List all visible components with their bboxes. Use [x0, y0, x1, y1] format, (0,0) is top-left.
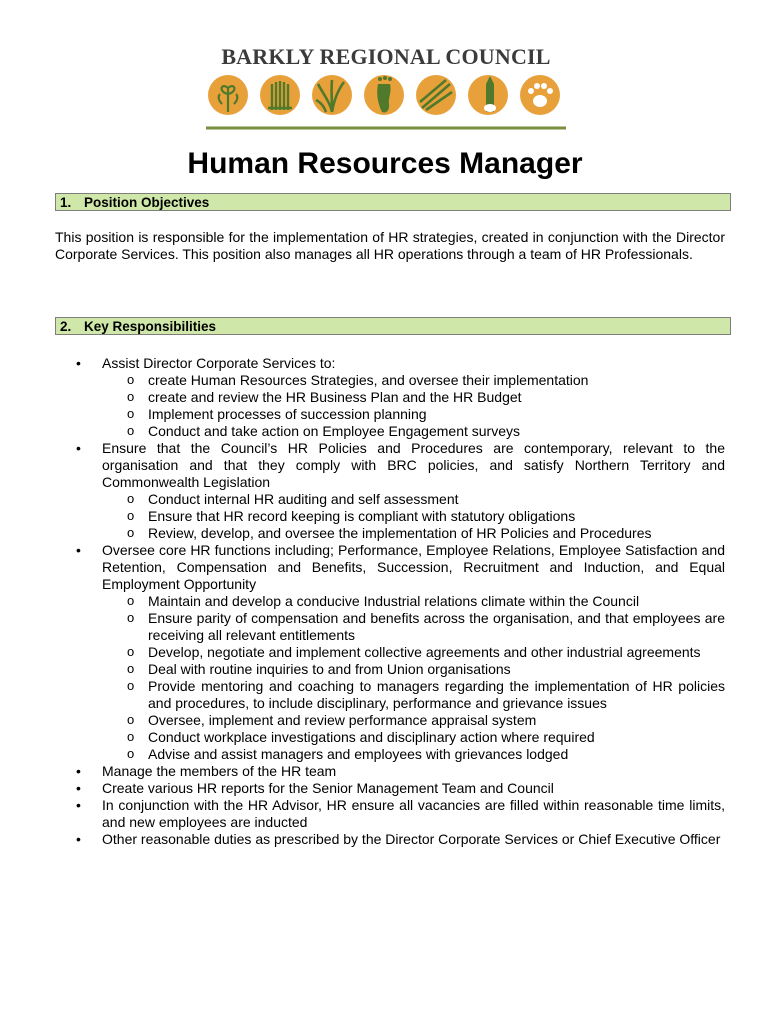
position-objectives-text: This position is responsible for the implementation of HR strategies, created in conjunction with the Director Corporate Services. This position also manages all HR operations through a team of HR Professionals.: [55, 229, 725, 263]
sub-list-item: o Ensure that HR record keeping is compliant with statutory obligations: [102, 508, 725, 525]
list-item-text: In conjunction with the HR Advisor, HR ensure all vacancies are filled within reasonable time limits, and new employees are inducted: [102, 797, 725, 830]
sub-list-item: o Maintain and develop a conducive Industrial relations climate within the Council: [102, 593, 725, 610]
flower-icon: [208, 75, 248, 115]
section-number: 2.: [60, 319, 72, 334]
sub-list-item: o Oversee, implement and review performance appraisal system: [102, 712, 725, 729]
list-item: [55, 763, 725, 780]
sub-list-item: o Implement processes of succession planning: [102, 406, 725, 423]
list-item-text: Assist Director Corporate Services to:: [102, 355, 336, 371]
grass-icon: [312, 75, 352, 115]
section-title: Key Responsibilities: [84, 319, 217, 334]
list-item-text: Ensure that the Council’s HR Policies and Procedures are contemporary, relevant to the organisation and that they comply with BRC policies, and satisfy Northern Territory and Commonwealth Legislation: [102, 440, 725, 490]
sub-list-item: o Develop, negotiate and implement collective agreements and other industrial agreements: [102, 644, 725, 661]
sub-list-item: o Provide mentoring and coaching to managers regarding the implementation of HR policies and procedures, to include disciplinary, performance and grievance issues: [102, 678, 725, 712]
paw-print-icon: [520, 75, 560, 115]
list-item-text: Oversee core HR functions including; Performance, Employee Relations, Employee Satisfaction and Retention, Compensation and Benefits, Succession, Recruitment and Induction, and Equal Employment Opportunity: [102, 542, 725, 592]
list-item: [55, 355, 725, 440]
logo-emblem: [206, 70, 566, 132]
list-item: [55, 797, 725, 831]
section-title: Position Objectives: [84, 195, 210, 210]
spear-icon: [468, 75, 508, 115]
sub-list: [102, 491, 725, 542]
sub-list: [102, 372, 725, 440]
list-item: [55, 780, 725, 797]
list-item: [55, 831, 725, 848]
sub-list-item: o Conduct internal HR auditing and self assessment: [102, 491, 725, 508]
sub-list-item: o Conduct workplace investigations and disciplinary action where required: [102, 729, 725, 746]
reeds-icon: [260, 75, 300, 115]
council-logo: [206, 44, 566, 132]
list-item-text: Manage the members of the HR team: [102, 763, 337, 779]
sub-list-item: o Conduct and take action on Employee Engagement surveys: [102, 423, 725, 440]
sub-list-item: o Review, develop, and oversee the implementation of HR Policies and Procedures: [102, 525, 725, 542]
wheat-icon: [416, 75, 456, 115]
logo-org-name: BARKLY REGIONAL COUNCIL: [221, 44, 551, 69]
sub-list: [102, 593, 725, 763]
list-item-text: Create various HR reports for the Senior Management Team and Council: [102, 780, 554, 796]
section-number: 1.: [60, 195, 72, 210]
responsibilities-list: [55, 355, 725, 848]
section-heading-key-responsibilities: [55, 317, 731, 335]
page-title: Human Resources Manager: [187, 147, 583, 180]
footprint-icon: [364, 75, 404, 115]
sub-list-item: o Deal with routine inquiries to and from Union organisations: [102, 661, 725, 678]
list-item: [55, 440, 725, 542]
section-heading-position-objectives: [55, 193, 731, 211]
list-item-text: Other reasonable duties as prescribed by the Director Corporate Services or Chief Executive Officer: [102, 831, 721, 847]
list-item: [55, 542, 725, 763]
sub-list-item: o create and review the HR Business Plan and the HR Budget: [102, 389, 725, 406]
sub-list-item: o Ensure parity of compensation and benefits across the organisation, and that employees are receiving all relevant entitlements: [102, 610, 725, 644]
sub-list-item: o Advise and assist managers and employees with grievances lodged: [102, 746, 725, 763]
sub-list-item: o create Human Resources Strategies, and oversee their implementation: [102, 372, 725, 389]
